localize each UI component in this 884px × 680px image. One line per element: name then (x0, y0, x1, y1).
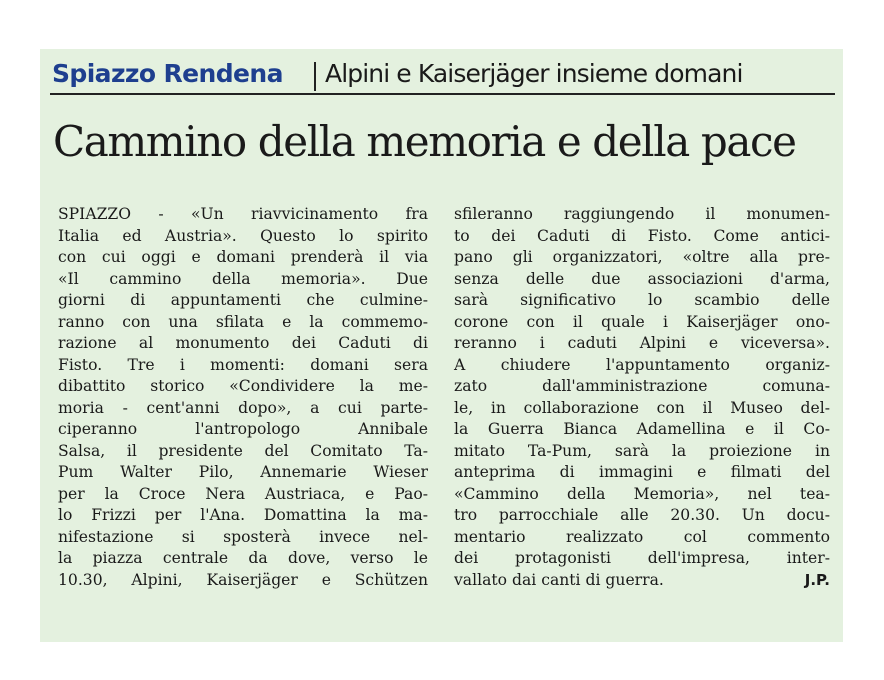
text-line: A chiudere l'appuntamento organiz- (454, 355, 830, 374)
newspaper-clipping (40, 49, 843, 642)
text-line: la Guerra Bianca Adamellina e il Co- (454, 420, 830, 438)
text-line: anteprima di immagini e filmati del (454, 463, 830, 481)
text-line: per la Croce Nera Austriaca, e Pao- (58, 484, 428, 503)
text-line: giorni di appuntamenti che culmine- (58, 291, 428, 309)
text-line: Fisto. Tre i momenti: domani sera (58, 355, 428, 374)
text-line: moria - cent'anni dopo», a cui parte- (58, 398, 428, 417)
article-column-left (58, 204, 428, 591)
article-kicker (50, 57, 835, 95)
text-line: con cui oggi e domani prenderà il via (58, 248, 428, 266)
text-line: lo Frizzi per l'Ana. Domattina la ma- (58, 506, 428, 524)
final-text: vallato dai canti di guerra. (454, 570, 664, 589)
text-line: «Cammino della Memoria», nel tea- (454, 484, 830, 503)
text-line: mentario realizzato col commento (454, 527, 830, 546)
text-line: 10.30, Alpini, Kaiserjäger e Schützen (58, 570, 428, 589)
text-line: dibattito storico «Condividere la me- (58, 377, 428, 395)
text-line: nifestazione si sposterà invece nel- (58, 527, 428, 546)
text-line: corone con il quale i Kaiserjäger ono- (454, 312, 830, 331)
text-line: SPIAZZO - «Un riavvicinamento fra (58, 205, 428, 223)
text-line: ranno con una sfilata e la commemo- (58, 312, 428, 331)
kicker-place: Spiazzo Rendena (52, 59, 283, 88)
text-line: Pum Walter Pilo, Annemarie Wieser (58, 463, 428, 481)
text-line: senza delle due associazioni d'arma, (454, 269, 830, 288)
text-line: zato dall'amministrazione comuna- (454, 377, 830, 395)
text-line: «Il cammino della memoria». Due (58, 269, 428, 288)
text-line: sfileranno raggiungendo il monumen- (454, 205, 830, 223)
text-line: dei protagonisti dell'impresa, inter- (454, 549, 830, 567)
text-line: mitato Ta-Pum, sarà la proiezione in (454, 441, 830, 460)
text-line: ciperanno l'antropologo Annibale (58, 420, 428, 438)
text-line: to dei Caduti di Fisto. Come antici- (454, 226, 830, 245)
article-column-right (454, 204, 830, 591)
text-line: la piazza centrale da dove, verso le (58, 549, 428, 567)
text-line: reranno i caduti Alpini e viceversa». (454, 334, 830, 352)
text-line: le, in collaborazione con il Museo del- (454, 398, 830, 417)
text-line: sarà significativo lo scambio delle (454, 291, 830, 309)
text-line: tro parrocchiale alle 20.30. Un docu- (454, 506, 830, 524)
kicker-separator (314, 62, 316, 91)
text-line-last (454, 570, 830, 592)
text-line: Italia ed Austria». Questo lo spirito (58, 226, 428, 245)
text-line: Salsa, il presidente del Comitato Ta- (58, 441, 428, 460)
text-line: pano gli organizzatori, «oltre alla pre- (454, 248, 830, 266)
kicker-subtitle: Alpini e Kaiserjäger insieme domani (325, 59, 743, 88)
text-line: razione al monumento dei Caduti di (58, 334, 428, 352)
article-headline: Cammino della memoria e della pace (53, 117, 796, 166)
author-signature: J.P. (804, 570, 830, 589)
